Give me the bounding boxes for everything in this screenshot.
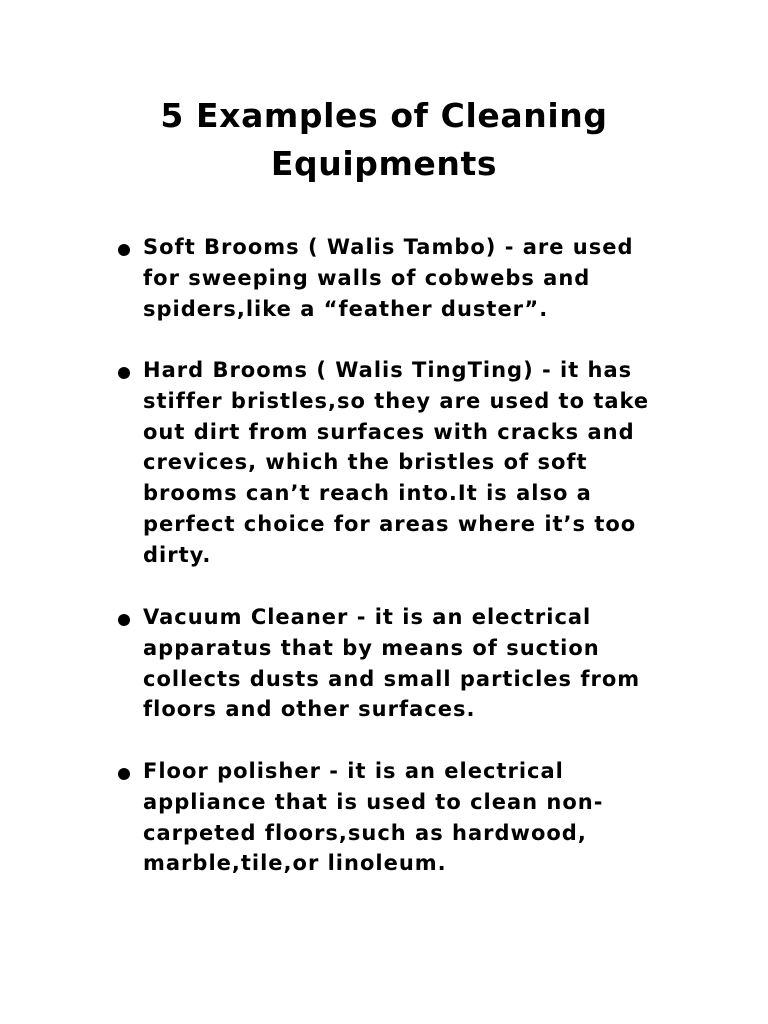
text-line: carpeted floors,such as hardwood, [143,820,587,845]
text-line: Soft Brooms ( Walis Tambo) - are used [143,235,634,259]
bullet-icon [118,244,130,256]
text-line: Hard Brooms ( Walis TingTing) - it has [143,358,633,382]
text-line: dirty. [143,542,212,567]
text-line: spiders,like a “feather duster”. [143,296,549,321]
text-line: Floor polisher - it is an electrical [143,759,564,783]
text-line: perfect choice for areas where it’s too [143,511,637,536]
text-line: brooms can’t reach into.It is also a [143,481,592,506]
text-line: marble,tile,or linoleum. [143,851,447,876]
text-line: floors and other surfaces. [143,697,476,722]
text-line: Vacuum Cleaner - it is an electrical [143,605,592,629]
title-line: 5 Examples of Cleaning [160,96,608,135]
list-item-text [143,756,671,879]
text-line: for sweeping walls of cobwebs and [143,265,591,290]
document-title [100,92,668,188]
list-item-text [143,602,671,725]
list-item-text [143,355,671,571]
text-line: apparatus that by means of suction [143,635,600,660]
bullet-icon [118,768,130,780]
bullet-icon [118,367,130,379]
text-line: out dirt from surfaces with cracks and [143,419,635,444]
text-line: stiffer bristles,so they are used to take [143,388,650,413]
text-line: crevices, which the bristles of soft [143,450,588,475]
title-line: Equipments [270,144,498,183]
bullet-icon [118,614,130,626]
text-line: collects dusts and small particles from [143,666,641,691]
list-item-text [143,232,671,324]
text-line: appliance that is used to clean non- [143,789,604,814]
